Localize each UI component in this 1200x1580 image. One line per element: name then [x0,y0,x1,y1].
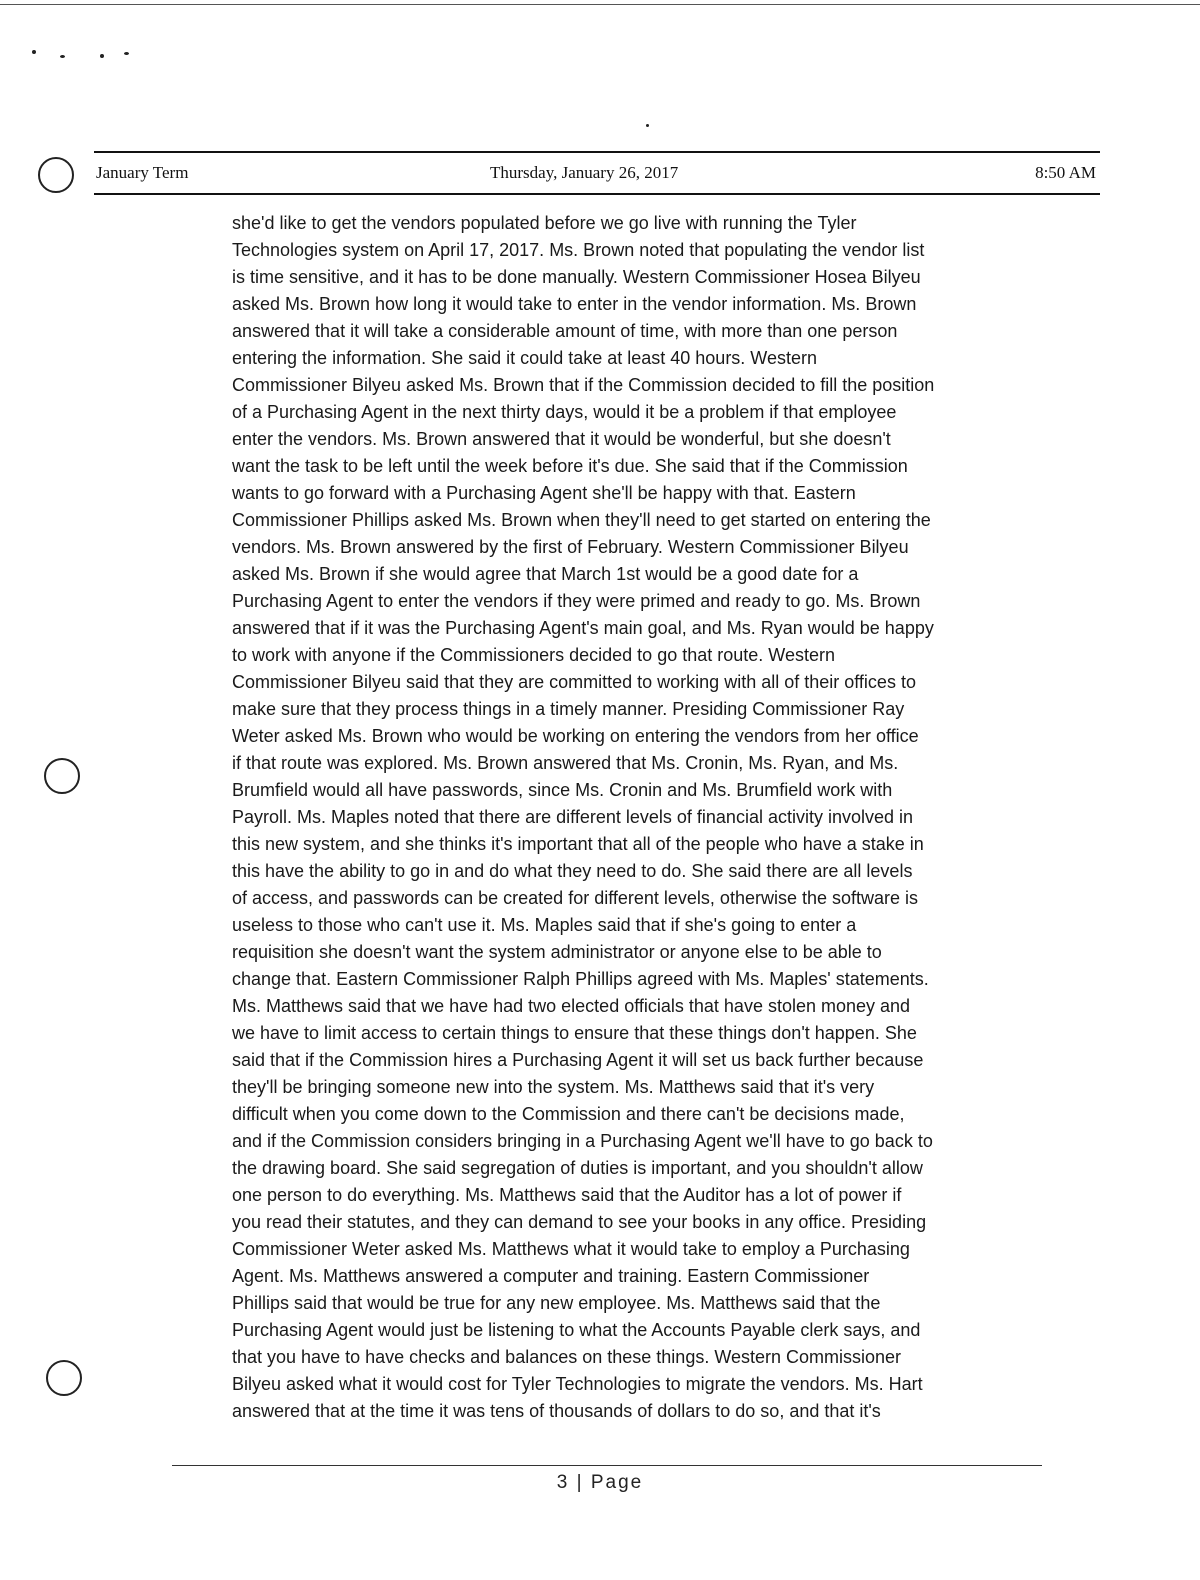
body-line: one person to do everything. Ms. Matthews said that the Auditor has a lot of power if [232,1185,902,1205]
body-line: to work with anyone if the Commissioners decided to go that route. Western [232,645,835,665]
body-line: of a Purchasing Agent in the next thirty days, would it be a problem if that employee [232,402,897,422]
body-line: Payroll. Ms. Maples noted that there are different levels of financial activity involved in [232,807,914,827]
body-line: asked Ms. Brown how long it would take to enter in the vendor information. Ms. Brown [232,294,917,314]
body-line: if that route was explored. Ms. Brown answered that Ms. Cronin, Ms. Ryan, and Ms. [232,753,899,773]
body-line: she'd like to get the vendors populated before we go live with running the Tyler [232,213,857,233]
body-line: requisition she doesn't want the system administrator or anyone else to be able to [232,942,882,962]
body-line: and if the Commission considers bringing in a Purchasing Agent we'll have to go back to [232,1131,933,1151]
body-line: make sure that they process things in a timely manner. Presiding Commissioner Ray [232,699,905,719]
body-line: Bilyeu asked what it would cost for Tyler Technologies to migrate the vendors. Ms. Hart [232,1374,923,1394]
body-line: we have to limit access to certain things to ensure that these things don't happen. She [232,1023,917,1043]
body-line: asked Ms. Brown if she would agree that March 1st would be a good date for a [232,564,859,584]
body-line: Purchasing Agent would just be listening to what the Accounts Payable clerk says, and [232,1320,921,1340]
body-line: Technologies system on April 17, 2017. Ms. Brown noted that populating the vendor list [232,240,925,260]
body-line: you read their statutes, and they can demand to see your books in any office. Presiding [232,1212,927,1232]
body-line: wants to go forward with a Purchasing Agent she'll be happy with that. Eastern [232,483,856,503]
body-line: Ms. Matthews said that we have had two elected officials that have stolen money and [232,996,911,1016]
body-line: answered that at the time it was tens of thousands of dollars to do so, and that it's [232,1401,881,1421]
body-line: answered that it will take a considerable amount of time, with more than one person [232,321,898,341]
body-line: that you have to have checks and balances on these things. Western Commissioner [232,1347,902,1367]
scan-top-edge [0,4,1200,5]
body-line: Phillips said that would be true for any new employee. Ms. Matthews said that the [232,1293,881,1313]
body-line: answered that if it was the Purchasing Agent's main goal, and Ms. Ryan would be happy [232,618,934,638]
body-line: Commissioner Bilyeu asked Ms. Brown that if the Commission decided to fill the position [232,375,935,395]
body-line: Commissioner Weter asked Ms. Matthews what it would take to employ a Purchasing [232,1239,910,1259]
punch-hole-middle [44,758,80,794]
scan-speck [32,50,36,54]
body-line: this have the ability to go in and do what they need to do. She said there are all levels [232,861,913,881]
scan-speck [100,54,104,58]
body-line: want the task to be left until the week before it's due. She said that if the Commission [232,456,908,476]
body-line: of access, and passwords can be created for different levels, otherwise the software is [232,888,919,908]
body-line: Commissioner Bilyeu said that they are committed to working with all of their offices to [232,672,916,692]
body-line: Purchasing Agent to enter the vendors if they were primed and ready to go. Ms. Brown [232,591,921,611]
body-line: change that. Eastern Commissioner Ralph Phillips agreed with Ms. Maples' statements. [232,969,929,989]
body-line: said that if the Commission hires a Purchasing Agent it will set us back further because [232,1050,924,1070]
header-date: Thursday, January 26, 2017 [490,163,679,182]
body-line: entering the information. She said it could take at least 40 hours. Western [232,348,817,368]
punch-hole-bottom [46,1360,82,1396]
body-line: they'll be bringing someone new into the system. Ms. Matthews said that it's very [232,1077,875,1097]
body-line: Commissioner Phillips asked Ms. Brown when they'll need to get started on entering the [232,510,931,530]
header-term: January Term [96,163,189,182]
body-line: is time sensitive, and it has to be done manually. Western Commissioner Hosea Bilyeu [232,267,921,287]
header-time: 8:50 AM [1035,163,1096,182]
scan-speck [124,52,129,55]
body-line: useless to those who can't use it. Ms. Maples said that if she's going to enter a [232,915,857,935]
header-rule-top [94,151,1100,153]
body-line: enter the vendors. Ms. Brown answered that it would be wonderful, but she doesn't [232,429,891,449]
scan-speck [60,55,65,58]
body-line: difficult when you come down to the Commission and there can't be decisions made, [232,1104,905,1124]
header-rule-bottom [94,193,1100,195]
body-line: vendors. Ms. Brown answered by the first of February. Western Commissioner Bilyeu [232,537,909,557]
body-line: Weter asked Ms. Brown who would be working on entering the vendors from her office [232,726,919,746]
body-line: Brumfield would all have passwords, since Ms. Cronin and Ms. Brumfield work with [232,780,893,800]
body-line: this new system, and she thinks it's important that all of the people who have a stake in [232,834,924,854]
footer-rule [172,1465,1042,1466]
body-line: the drawing board. She said segregation of duties is important, and you shouldn't allow [232,1158,923,1178]
punch-hole-top [38,157,74,193]
scan-speck [646,124,649,127]
page-number: 3 | Page [556,1472,644,1493]
minutes-body [232,210,1052,1425]
body-line: Agent. Ms. Matthews answered a computer and training. Eastern Commissioner [232,1266,870,1286]
